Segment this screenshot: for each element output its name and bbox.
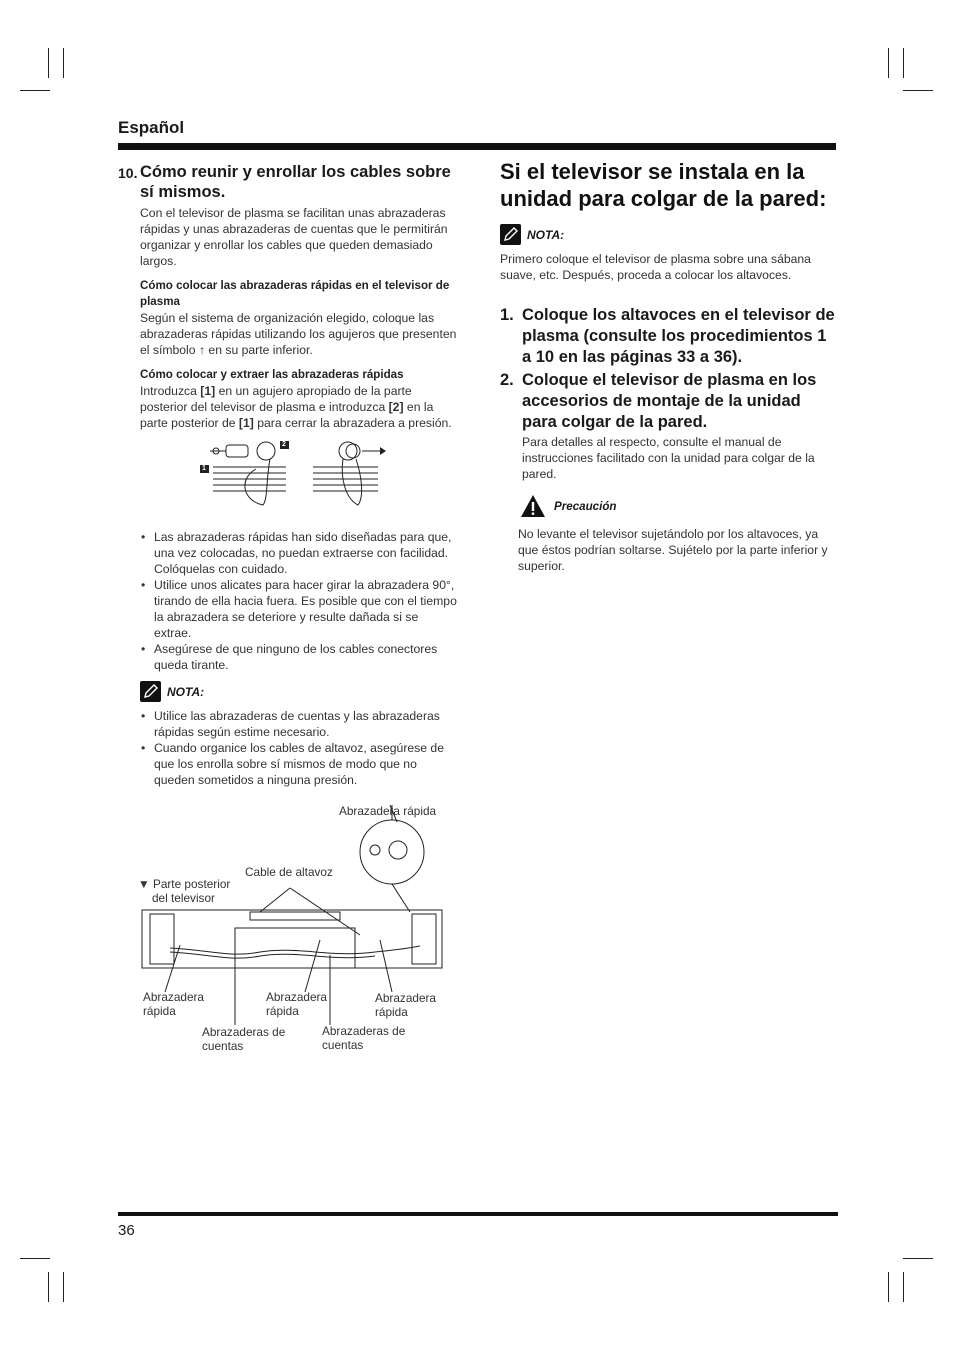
label-bead-clamp-2: Abrazaderas de cuentas xyxy=(322,1024,406,1052)
bullet-item: • Asegúrese de que ninguno de los cables conectores queda tirante. xyxy=(154,641,458,673)
step-number: 1. xyxy=(500,306,514,324)
rear-tv-figure xyxy=(130,800,460,1060)
section-number: 10. xyxy=(118,165,138,181)
step-2 xyxy=(500,370,840,433)
bullet-item: • Las abrazaderas rápidas han sido diseñadas para que, una vez colocadas, no puedan extraerse con facilidad. Colóquelas con cuidado. xyxy=(154,529,458,577)
wall-mount-title: Si el televisor se instala en la unidad para colgar de la pared: xyxy=(500,159,827,211)
step-number: 2. xyxy=(500,371,514,389)
section-title: Cómo reunir y enrollar los cables sobre sí mismos. xyxy=(140,163,451,201)
subheading-insert-remove: Cómo colocar y extraer las abrazaderas rápidas xyxy=(140,368,404,381)
marker-2: 2 xyxy=(282,441,286,448)
label-rear-tv-b: del televisor xyxy=(152,891,215,905)
bullet-item: • Utilice unos alicates para hacer girar la abrazadera 90°, tirando de ella hacia fuera. Es posible que con el tiempo la abrazadera se deteriore y resulte dañada si se extrae. xyxy=(154,577,458,641)
label-quick-clamp-2: Abrazadera rápida xyxy=(266,990,327,1018)
caution-label: Precaución xyxy=(554,499,617,513)
note-label: NOTA: xyxy=(167,684,205,699)
label-quick-clamp-1: Abrazadera rápida xyxy=(143,990,204,1018)
caution-text: No levante el televisor sujetándolo por los altavoces, ya que éstos podrían soltarse. Sujételo por la parte inferior y superior. xyxy=(518,527,828,573)
bullet-item: • Utilice las abrazaderas de cuentas y las abrazaderas rápidas según estime necesario. xyxy=(154,708,458,740)
note-text: Primero coloque el televisor de plasma sobre una sábana suave, etc. Después, proceda a colocar los altavoces. xyxy=(500,252,811,282)
clamp-illustration xyxy=(118,439,458,529)
step-1 xyxy=(500,305,840,368)
intro-text: Con el televisor de plasma se facilitan unas abrazaderas rápidas y unas abrazaderas de cuentas que le permitirán organizar y enrollar los cables que queden demasiado largos. xyxy=(140,206,448,268)
clamp-figure xyxy=(118,439,458,529)
step-2-detail: Para detalles al respecto, consulte el manual de instrucciones facilitado con la unidad para colgar de la pared. xyxy=(522,435,815,481)
step-text: Coloque el televisor de plasma en los accesorios de montaje de la unidad para colgar de la pared. xyxy=(522,371,817,431)
page-number: 36 xyxy=(118,1222,135,1239)
warning-triangle-icon xyxy=(520,494,546,518)
label-rear-tv-a: ▼ Parte posterior xyxy=(138,877,231,891)
note-label: NOTA: xyxy=(527,227,565,242)
pencil-note-icon xyxy=(140,681,161,702)
right-column xyxy=(500,158,840,574)
label-quick-clamp-3: Abrazadera rápida xyxy=(375,991,436,1019)
label-bead-clamp-1: Abrazaderas de cuentas xyxy=(202,1025,286,1053)
left-column xyxy=(118,162,458,788)
step-text: Coloque los altavoces en el televisor de plasma (consulte los procedimientos 1 a 10 en las páginas 33 a 36). xyxy=(522,306,835,366)
section-heading xyxy=(118,162,458,202)
label-quick-clamp-top: Abrazadera rápida xyxy=(339,804,437,818)
header-rule xyxy=(118,143,836,150)
attach-text: Según el sistema de organización elegido, coloque las abrazaderas rápidas utilizando los agujeros que presenten el símbolo ↑ en su parte inferior. xyxy=(140,311,457,357)
note-header xyxy=(140,681,458,702)
subheading-attach: Cómo colocar las abrazaderas rápidas en el televisor de plasma xyxy=(140,279,450,308)
caution-header xyxy=(520,494,840,518)
insert-remove-text: Introduzca [1] en un agujero apropiado de la parte posterior del televisor de plasma e introduzca [2] en la parte posterior de [1] para cerrar la abrazadera a presión. xyxy=(140,384,452,430)
language-heading: Español xyxy=(118,118,185,137)
pencil-note-icon xyxy=(500,224,521,245)
note-header-right xyxy=(500,224,840,245)
note-bullets xyxy=(118,708,458,788)
bullet-item: • Cuando organice los cables de altavoz, asegúrese de que los enrolla sobre sí mismos de modo que no queden sometidos a ninguna presión. xyxy=(154,740,458,788)
rear-tv-illustration xyxy=(130,800,460,1060)
label-speaker-cable: Cable de altavoz xyxy=(245,865,333,879)
marker-1: 1 xyxy=(202,465,206,472)
footer-rule xyxy=(118,1212,838,1216)
clamp-bullets xyxy=(118,529,458,673)
